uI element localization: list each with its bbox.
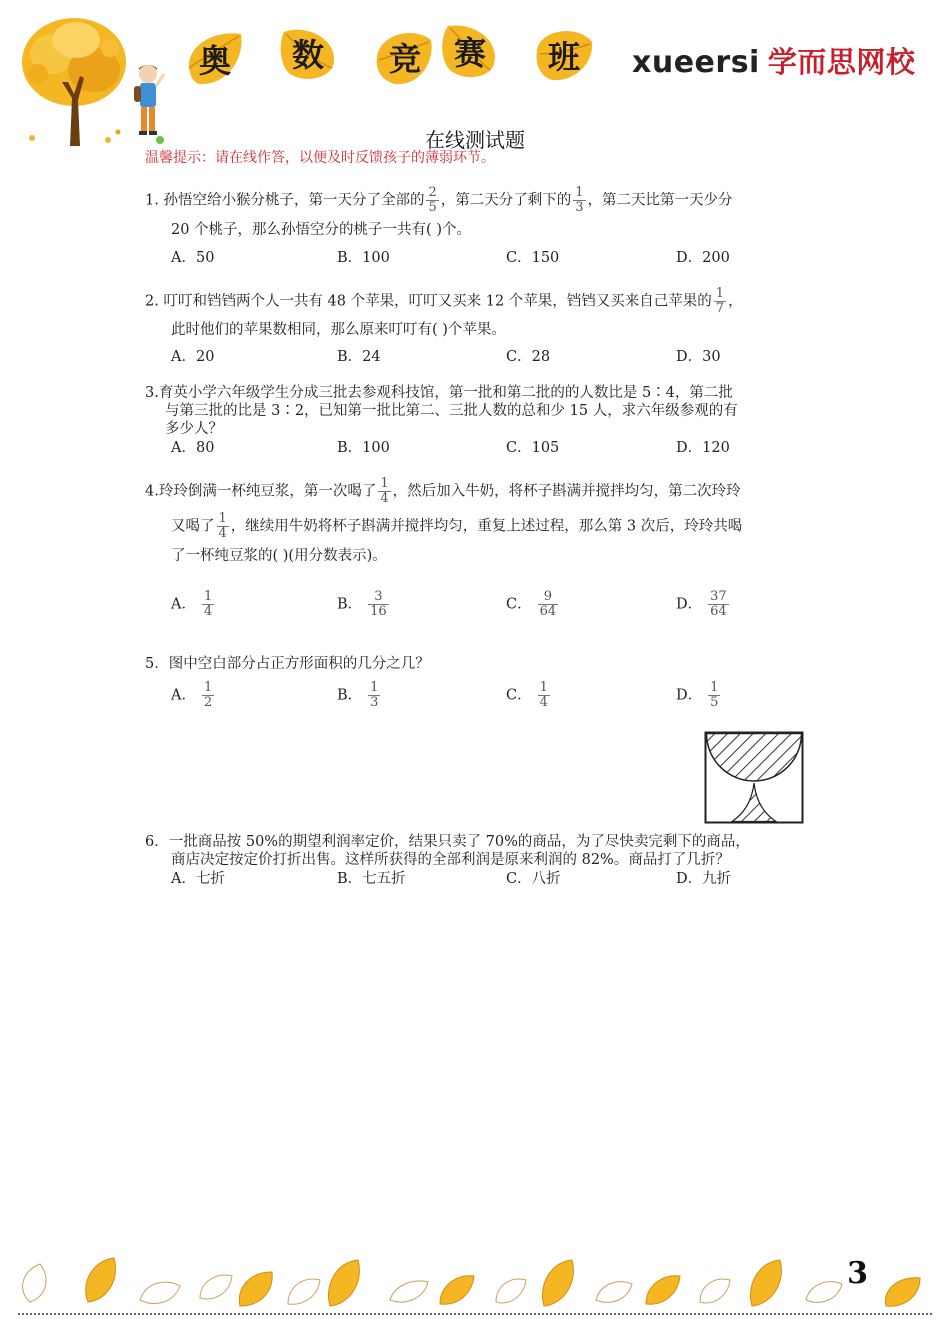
question-text: 玲玲倒满一杯纯豆浆，第一次喝了: [158, 483, 377, 500]
denominator: 64: [710, 604, 727, 619]
fraction: [426, 186, 438, 215]
denominator: 2: [203, 695, 213, 710]
options-q1: [171, 248, 811, 292]
numerator: 1: [203, 680, 213, 695]
option-c[interactable]: C．八折: [506, 871, 561, 887]
question-text: ，第二天分了剩下的: [440, 192, 572, 209]
denominator: 7: [715, 301, 725, 316]
option-label: A．: [171, 687, 196, 704]
brand-latin: xueersi: [632, 45, 760, 80]
question-number: 2.: [145, 293, 159, 310]
denominator: 4: [539, 695, 548, 710]
brand-logo: [632, 40, 915, 81]
question-6: [145, 833, 815, 869]
brand-cn: 学而思网校: [767, 45, 916, 79]
numerator: 1: [218, 511, 227, 526]
denominator: 64: [539, 604, 557, 619]
question-number: 5．: [145, 656, 169, 672]
option-c[interactable]: [506, 681, 552, 710]
option-b[interactable]: [337, 590, 391, 619]
question-text: 孙悟空给小猴分桃子，第一天分了全部的: [163, 192, 425, 209]
option-d[interactable]: [676, 590, 731, 619]
question-text: ，: [728, 293, 743, 310]
numerator: 9: [543, 589, 553, 604]
denominator: 3: [370, 695, 379, 710]
option-a[interactable]: [171, 681, 216, 710]
question-1: [145, 186, 815, 240]
question-line: [145, 287, 815, 316]
option-d[interactable]: D．九折: [676, 871, 732, 887]
option-b[interactable]: B．100: [337, 250, 390, 266]
option-d[interactable]: D．200: [676, 250, 730, 266]
question-text: 育英小学六年级学生分成三批去参观科技馆，第一批和第二批的的人数比是 5∶4，第二批: [158, 385, 733, 401]
question-4: [145, 477, 815, 566]
option-d[interactable]: [676, 681, 722, 710]
option-b[interactable]: B．100: [337, 440, 390, 456]
question-text: 又喝了: [171, 518, 215, 535]
option-a[interactable]: A．20: [171, 349, 215, 365]
numerator: 1: [715, 286, 725, 301]
option-label: D．: [676, 687, 703, 704]
numerator: 1: [539, 680, 548, 695]
option-c[interactable]: C．28: [506, 349, 551, 365]
option-label: C．: [506, 687, 532, 704]
denominator: 4: [380, 491, 389, 506]
question-text: 图中空白部分占正方形面积的几分之几？: [168, 656, 430, 672]
question-line: [145, 654, 815, 674]
denominator: 5: [710, 695, 719, 710]
page-number: 3: [847, 1256, 868, 1291]
question-text: ，继续用牛奶将杯子斟满并搅拌均匀，重复上述过程，那么第 3 次后，玲玲共喝: [230, 518, 743, 535]
question-line: [145, 512, 815, 541]
fraction: [538, 590, 559, 619]
question-line: [145, 384, 815, 402]
question-text: ，然后加入牛奶，将杯子斟满并搅拌均匀，第二次玲玲: [392, 483, 741, 500]
question-number: 1.: [145, 192, 159, 209]
option-label: D．: [676, 596, 703, 613]
question-text: 叮叮和铛铛两个人一共有 48 个苹果，叮叮又买来 12 个苹果，铛铛又买来自己苹果的: [163, 293, 712, 310]
denominator: 4: [218, 526, 227, 541]
banner-leaf-3: [373, 26, 437, 88]
option-a[interactable]: A．七折: [171, 871, 225, 887]
banner-char: 数: [291, 36, 324, 74]
question-text: 商店决定按定价打折出售。这样所获得的全部利润是原来利润的 82%。商品打了几折？: [171, 852, 730, 868]
question-text: ，第二天比第一天少分: [587, 192, 733, 209]
denominator: 3: [575, 200, 584, 215]
fraction: [217, 512, 229, 541]
banner-leaf-1: [183, 28, 247, 90]
option-c[interactable]: C．105: [506, 440, 560, 456]
options-q4: [171, 590, 811, 634]
option-c[interactable]: [506, 590, 560, 619]
numerator: 3: [374, 589, 383, 604]
option-b[interactable]: [337, 681, 382, 710]
options-q6: [171, 869, 811, 913]
question-text: 多少人？: [165, 421, 223, 437]
numerator: 1: [575, 185, 584, 200]
option-label: B．: [337, 687, 363, 704]
footer-leaves-decoration: [10, 1252, 940, 1312]
question-text: 20 个桃子，那么孙悟空分的桃子一共有( )个。: [171, 222, 471, 238]
denominator: 5: [428, 200, 437, 215]
option-b[interactable]: B．七五折: [337, 871, 406, 887]
numerator: 1: [380, 476, 389, 491]
option-a[interactable]: A．80: [171, 440, 215, 456]
question-text: 此时他们的苹果数相同，那么原来叮叮有( )个苹果。: [171, 322, 506, 338]
numerator: 37: [710, 589, 727, 604]
banner-leaf-5: [532, 24, 596, 86]
fraction: [202, 590, 214, 619]
tip-text: 温馨提示：请在线作答，以便及时反馈孩子的薄弱环节。: [145, 150, 495, 166]
question-3: [145, 384, 815, 438]
fraction: [368, 590, 389, 619]
question-line: [145, 186, 815, 215]
page-title: 在线测试题: [425, 128, 525, 152]
banner-char: 赛: [453, 34, 486, 72]
fraction: [714, 287, 726, 316]
option-d[interactable]: D．30: [676, 349, 721, 365]
banner-leaf-2: [276, 22, 340, 84]
fraction: [573, 186, 585, 215]
numerator: 2: [428, 185, 437, 200]
banner-char: 竞: [388, 40, 421, 78]
numerator: 1: [203, 589, 213, 604]
option-b[interactable]: B．24: [337, 349, 381, 365]
question-number: 4.: [145, 483, 159, 500]
banner-leaf-4: [438, 20, 502, 82]
fraction: [708, 681, 720, 710]
denominator: 16: [370, 604, 387, 619]
question-text: 与第三批的比是 3∶2，已知第一批比第二、三批人数的总和少 15 人，求六年级参观的有: [165, 403, 738, 419]
question-line: [145, 833, 815, 851]
footer-dotted-divider: [18, 1313, 932, 1315]
option-d[interactable]: D．120: [676, 440, 730, 456]
options-q3: [171, 438, 811, 482]
denominator: 4: [203, 604, 213, 619]
option-label: B．: [337, 596, 363, 613]
question-number: 3.: [145, 385, 159, 401]
numerator: 1: [710, 680, 719, 695]
question-text: 一批商品按 50%的期望利润率定价，结果只卖了 70%的商品，为了尽快卖完剩下的商品，: [168, 834, 750, 850]
option-label: C．: [506, 596, 532, 613]
question-number: 6．: [145, 834, 169, 850]
question-5: [145, 654, 815, 674]
question-2: [145, 287, 815, 340]
fraction: [368, 681, 380, 710]
fraction: [378, 477, 390, 506]
option-label: A．: [171, 596, 196, 613]
banner-char: 班: [547, 38, 580, 76]
banner-char: 奥: [198, 42, 231, 80]
option-c[interactable]: C．150: [506, 250, 560, 266]
question-line: [145, 477, 815, 506]
option-a[interactable]: A．50: [171, 250, 215, 266]
fraction: [538, 681, 550, 710]
numerator: 1: [370, 680, 379, 695]
fraction: [708, 590, 729, 619]
options-q5: [171, 681, 811, 725]
question-text: 了一杯纯豆浆的( )(用分数表示)。: [171, 548, 387, 564]
option-a[interactable]: [171, 590, 216, 619]
fraction: [202, 681, 214, 710]
square-figure: [704, 731, 804, 824]
